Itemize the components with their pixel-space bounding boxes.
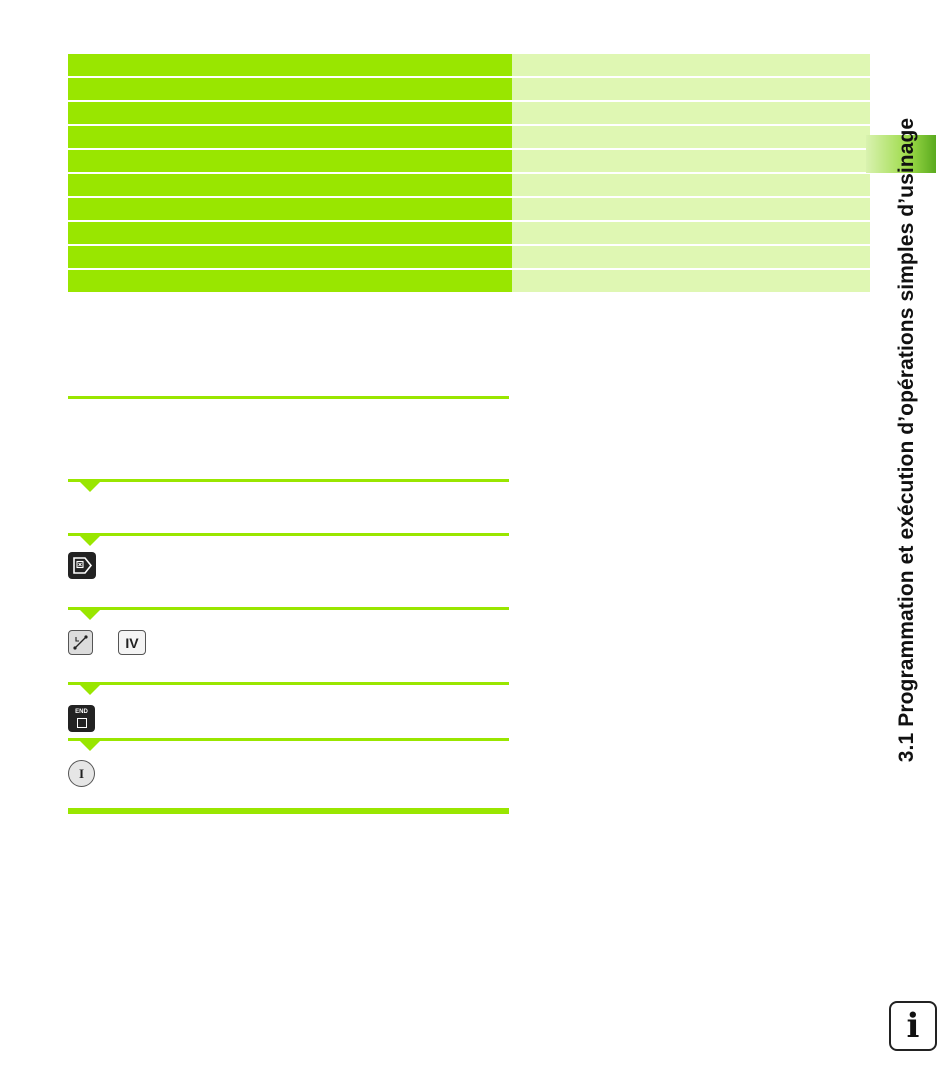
table-cell-left bbox=[68, 222, 512, 244]
table bbox=[68, 54, 870, 292]
table-row bbox=[68, 246, 870, 268]
info-icon bbox=[889, 1001, 937, 1051]
table-cell-right bbox=[512, 270, 870, 292]
table-row bbox=[68, 102, 870, 124]
step-sequence bbox=[68, 396, 509, 816]
table-cell-right bbox=[512, 150, 870, 172]
step-divider bbox=[68, 533, 509, 536]
table-cell-right bbox=[512, 102, 870, 124]
table-cell-left bbox=[68, 246, 512, 268]
table-cell-right bbox=[512, 198, 870, 220]
step-pointer bbox=[80, 482, 100, 492]
block-insert-icon bbox=[68, 552, 96, 579]
roman-one-icon: I bbox=[78, 765, 85, 781]
step-divider bbox=[68, 479, 509, 482]
line-path-icon bbox=[69, 631, 92, 654]
table-cell-right bbox=[512, 174, 870, 196]
table-cell-right bbox=[512, 126, 870, 148]
table-cell-left bbox=[68, 78, 512, 100]
roman-four-key[interactable] bbox=[118, 630, 146, 655]
step-pointer bbox=[80, 536, 100, 546]
table-cell-left bbox=[68, 198, 512, 220]
table-cell-left bbox=[68, 270, 512, 292]
end-key-label: END bbox=[75, 709, 88, 715]
info-glyph: i bbox=[906, 1006, 920, 1046]
step-divider-end bbox=[68, 808, 509, 814]
table-cell-right bbox=[512, 222, 870, 244]
step-divider bbox=[68, 682, 509, 685]
program-run-key[interactable] bbox=[68, 760, 95, 787]
table-row bbox=[68, 150, 870, 172]
chapter-title: 3.1 Programmation et exécution d’opérations simples d’usinage bbox=[895, 117, 918, 763]
step-divider bbox=[68, 738, 509, 741]
table-row bbox=[68, 198, 870, 220]
table-cell-right bbox=[512, 54, 870, 76]
step-pointer bbox=[80, 685, 100, 695]
step-divider bbox=[68, 396, 509, 399]
table-cell-left bbox=[68, 126, 512, 148]
step-divider bbox=[68, 607, 509, 610]
table-cell-right bbox=[512, 78, 870, 100]
end-square-icon bbox=[77, 718, 87, 728]
table-row bbox=[68, 174, 870, 196]
end-key[interactable] bbox=[68, 705, 95, 732]
roman-four-label: IV bbox=[125, 634, 139, 651]
table-row bbox=[68, 54, 870, 76]
table-cell-left bbox=[68, 54, 512, 76]
table-row bbox=[68, 270, 870, 292]
table-row bbox=[68, 222, 870, 244]
table-cell-left bbox=[68, 150, 512, 172]
table-cell-left bbox=[68, 174, 512, 196]
table-row bbox=[68, 126, 870, 148]
table-cell-left bbox=[68, 102, 512, 124]
table-cell-right bbox=[512, 246, 870, 268]
table-row bbox=[68, 78, 870, 100]
block-insert-key[interactable] bbox=[68, 552, 96, 579]
straight-line-key[interactable] bbox=[68, 630, 93, 655]
step-pointer bbox=[80, 610, 100, 620]
step-pointer bbox=[80, 741, 100, 751]
